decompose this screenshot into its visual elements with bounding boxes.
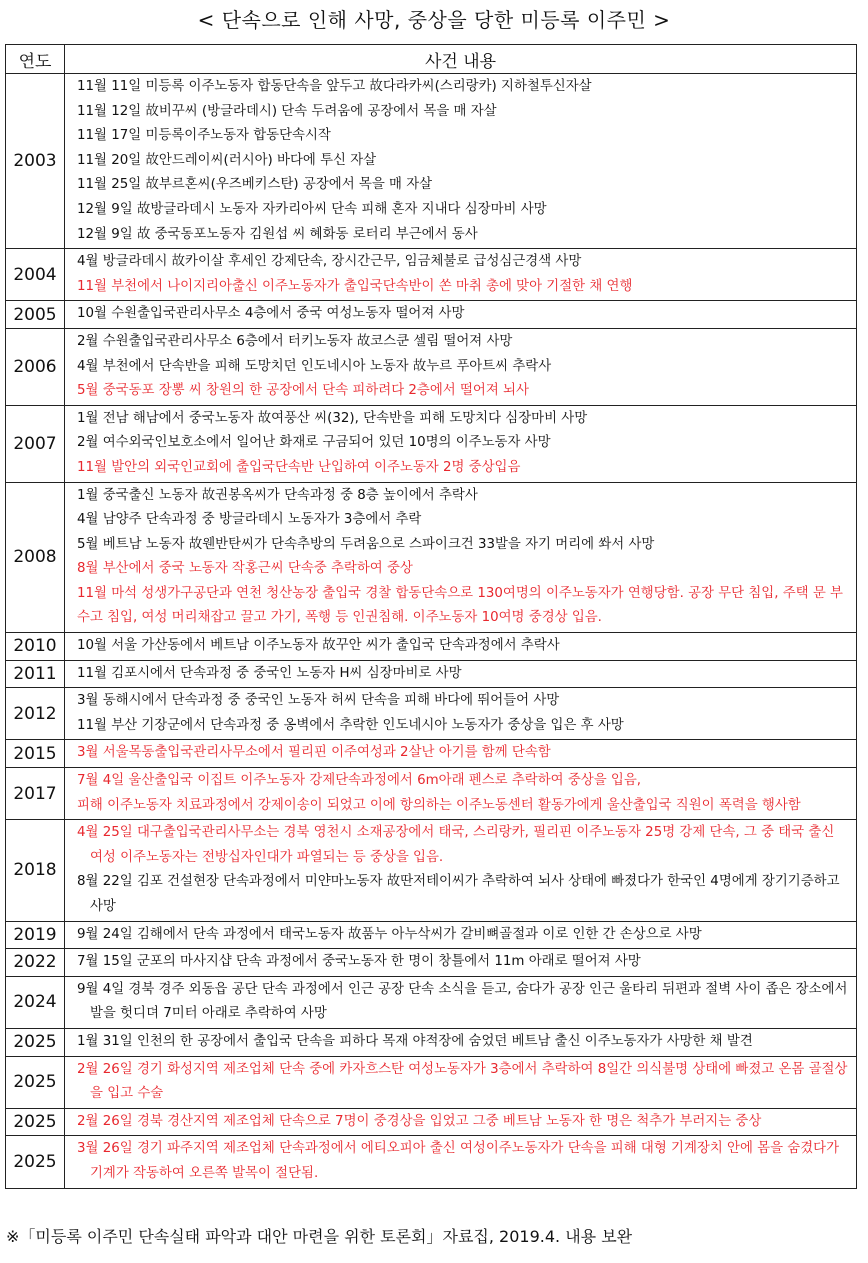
row-year: 2006 bbox=[6, 328, 65, 405]
row-content bbox=[65, 301, 857, 329]
event-line: 12월 9일 故방글라데시 노동자 자카리아씨 단속 피해 혼자 지내다 심장마비 사망 bbox=[77, 201, 547, 217]
table-row bbox=[6, 1028, 857, 1056]
event-line: 1월 전남 해남에서 중국노동자 故여풍산 씨(32), 단속반을 피해 도망치다 심장마비 사망 bbox=[77, 410, 588, 426]
row-year: 2007 bbox=[6, 405, 65, 482]
table-body bbox=[6, 74, 857, 1189]
table-row bbox=[6, 249, 857, 301]
row-content bbox=[65, 660, 857, 688]
row-content bbox=[65, 1028, 857, 1056]
table-row bbox=[6, 949, 857, 977]
table-row bbox=[6, 301, 857, 329]
table-row bbox=[6, 820, 857, 921]
incident-table bbox=[5, 44, 857, 1189]
event-line: 11월 부천에서 나이지리아출신 이주노동자가 출입국단속반이 쏜 마취 총에 맞아 기절한 채 연행 bbox=[77, 278, 633, 294]
row-year: 2008 bbox=[6, 482, 65, 633]
event-line: 11월 20일 故안드레이씨(러시아) 바다에 투신 자살 bbox=[77, 152, 377, 168]
event-line: 9월 24일 김해에서 단속 과정에서 태국노동자 故품누 아누삭씨가 갈비뼈골절과 이로 인한 간 손상으로 사망 bbox=[77, 926, 702, 942]
event-line: 11월 11일 미등록 이주노동자 합동단속을 앞두고 故다라카씨(스리랑카) 지하철투신자살 bbox=[77, 79, 592, 94]
table-row bbox=[6, 660, 857, 688]
event-line: 3월 동해시에서 단속과정 중 중국인 노동자 허씨 단속을 피해 바다에 뛰어들어 사망 bbox=[77, 693, 560, 709]
table-row bbox=[6, 633, 857, 661]
row-year: 2025 bbox=[6, 1136, 65, 1188]
event-line: 11월 25일 故부르혼씨(우즈베키스탄) 공장에서 목을 매 자살 bbox=[77, 177, 433, 193]
table-row bbox=[6, 1108, 857, 1136]
row-year: 2003 bbox=[6, 74, 65, 249]
event-line: 12월 9일 故 중국동포노동자 김원섭 씨 혜화동 로터리 부근에서 동사 bbox=[77, 226, 478, 242]
row-year: 2025 bbox=[6, 1028, 65, 1056]
event-line: 8월 22일 김포 건설현장 단속과정에서 미얀마노동자 故딴저테이씨가 추락하여 뇌사 상태에 빠졌다가 한국인 4명에게 장기기증하고 사망 bbox=[77, 874, 840, 914]
row-content bbox=[65, 921, 857, 949]
row-content bbox=[65, 740, 857, 768]
row-content bbox=[65, 1108, 857, 1136]
event-line: 10월 서울 가산동에서 베트남 이주노동자 故꾸안 씨가 출입국 단속과정에서 추락사 bbox=[77, 638, 560, 654]
event-line: 9월 4일 경북 경주 외동읍 공단 단속 과정에서 인근 공장 단속 소식을 듣고, 숨다가 공장 인근 울타리 뒤편과 절벽 사이 좁은 장소에서 발을 헛디뎌 7미터 아래로 추락하여 사망 bbox=[77, 981, 848, 1022]
event-line: 2월 수원출입국관리사무소 6층에서 터키노동자 故코스쿤 셀림 떨어져 사망 bbox=[77, 333, 513, 349]
row-year: 2025 bbox=[6, 1056, 65, 1108]
row-year: 2011 bbox=[6, 660, 65, 688]
event-line: 7월 15일 군포의 마사지샵 단속 과정에서 중국노동자 한 명이 창틀에서 11m 아래로 떨어져 사망 bbox=[77, 954, 641, 970]
event-line: 4월 방글라데시 故카이살 후세인 강제단속, 장시간근무, 임금체불로 급성심근경색 사망 bbox=[77, 254, 582, 270]
row-year: 2022 bbox=[6, 949, 65, 977]
event-line: 11월 12일 故비꾸씨 (방글라데시) 단속 두려움에 공장에서 목을 매 자살 bbox=[77, 103, 497, 119]
row-content bbox=[65, 74, 857, 249]
table-row bbox=[6, 768, 857, 820]
event-line: 5월 베트남 노동자 故웬반탄씨가 단속추방의 두려움으로 스파이크건 33발을 자기 머리에 쏴서 사망 bbox=[77, 536, 655, 552]
row-content bbox=[65, 249, 857, 301]
row-year: 2024 bbox=[6, 976, 65, 1028]
row-content bbox=[65, 482, 857, 633]
event-line: 8월 부산에서 중국 노동자 작홍근씨 단속중 추락하여 중상 bbox=[77, 561, 413, 577]
event-line: 11월 마석 성생가구공단과 연천 청산농장 출입국 경찰 합동단속으로 130여명의 이주노동자가 연행당함. 공장 무단 침입, 주택 문 부수고 침입, 여성 머리채잡고 끌고 가기, 폭행 등 인권침해. 이주노동자 10여명 중경상 입음. bbox=[77, 585, 843, 626]
source-footnote: ※「미등록 이주민 단속실태 파악과 대안 마련을 위한 토론회」자료집, 2019.4. 내용 보완 bbox=[6, 1227, 633, 1246]
event-line: 1월 31일 인천의 한 공장에서 출입국 단속을 피하다 목재 야적장에 숨었던 베트남 출신 이주노동자가 사망한 채 발견 bbox=[77, 1033, 753, 1049]
row-content bbox=[65, 1056, 857, 1108]
row-year: 2019 bbox=[6, 921, 65, 949]
row-year: 2018 bbox=[6, 820, 65, 921]
table-row bbox=[6, 74, 857, 249]
row-year: 2025 bbox=[6, 1108, 65, 1136]
event-line: 3월 26일 경기 파주지역 제조업체 단속과정에서 에티오피아 출신 여성이주노동자가 단속을 피해 대형 기계장치 안에 몸을 숨겼다가 기계가 작동하여 오른쪽 발목이 절단됨. bbox=[77, 1141, 840, 1181]
row-content bbox=[65, 820, 857, 921]
table-row bbox=[6, 740, 857, 768]
event-line: 11월 발안의 외국인교회에 출입국단속반 난입하여 이주노동자 2명 중상입음 bbox=[77, 459, 521, 475]
row-content bbox=[65, 328, 857, 405]
row-content bbox=[65, 405, 857, 482]
row-year: 2004 bbox=[6, 249, 65, 301]
page-title: < 단속으로 인해 사망, 중상을 당한 미등록 이주민 > bbox=[197, 8, 671, 32]
event-line: 2월 26일 경기 화성지역 제조업체 단속 중에 카자흐스탄 여성노동자가 3층에서 추락하여 8일간 의식불명 상태에 빠졌고 온몸 골절상을 입고 수술 bbox=[77, 1061, 848, 1102]
event-line: 10월 수원출입국관리사무소 4층에서 중국 여성노동자 떨어져 사망 bbox=[77, 306, 465, 322]
row-year: 2015 bbox=[6, 740, 65, 768]
event-line: 1월 중국출신 노동자 故권봉옥씨가 단속과정 중 8층 높이에서 추락사 bbox=[77, 487, 478, 503]
event-line: 피해 이주노동자 치료과정에서 강제이송이 되었고 이에 항의하는 이주노동센터 활동가에게 울산출입국 직원이 폭력을 행사함 bbox=[77, 797, 801, 813]
row-content bbox=[65, 949, 857, 977]
header-content: 사건 내용 bbox=[65, 45, 857, 74]
event-line: 11월 부산 기장군에서 단속과정 중 옹벽에서 추락한 인도네시아 노동자가 중상을 입은 후 사망 bbox=[77, 717, 624, 733]
row-content bbox=[65, 768, 857, 820]
row-year: 2005 bbox=[6, 301, 65, 329]
event-line: 11월 17일 미등록이주노동자 합동단속시작 bbox=[77, 128, 331, 144]
event-line: 4월 남양주 단속과정 중 방글라데시 노동자가 3층에서 추락 bbox=[77, 512, 422, 528]
table-row bbox=[6, 976, 857, 1028]
row-year: 2017 bbox=[6, 768, 65, 820]
table-row bbox=[6, 328, 857, 405]
header-year: 연도 bbox=[6, 45, 65, 74]
row-content bbox=[65, 976, 857, 1028]
event-line: 2월 26일 경북 경산지역 제조업체 단속으로 7명이 중경상을 입었고 그중 베트남 노동자 한 명은 척추가 부러지는 중상 bbox=[77, 1113, 762, 1129]
event-line: 4월 25일 대구출입국관리사무소는 경북 영천시 소재공장에서 태국, 스리랑카, 필리핀 이주노동자 25명 강제 단속, 그 중 태국 출신 여성 이주노동자는 전방십자인대가 파열되는 등 중상을 입음. bbox=[77, 825, 835, 865]
table-row bbox=[6, 1136, 857, 1188]
table-row bbox=[6, 482, 857, 633]
event-line: 5월 중국동포 장뽕 씨 창원의 한 공장에서 단속 피하려다 2층에서 떨어져 뇌사 bbox=[77, 383, 529, 399]
event-line: 4월 부천에서 단속반을 피해 도망치던 인도네시아 노동자 故누르 푸아트씨 추락사 bbox=[77, 358, 552, 374]
row-year: 2012 bbox=[6, 688, 65, 740]
row-content bbox=[65, 633, 857, 661]
event-line: 11월 김포시에서 단속과정 중 중국인 노동자 H씨 심장마비로 사망 bbox=[77, 665, 462, 681]
table-header-row bbox=[6, 45, 857, 74]
table-row bbox=[6, 688, 857, 740]
table-row bbox=[6, 921, 857, 949]
event-line: 2월 여수외국인보호소에서 일어난 화재로 구금되어 있던 10명의 이주노동자 사망 bbox=[77, 435, 551, 451]
row-content bbox=[65, 1136, 857, 1188]
event-line: 7월 4일 울산출입국 이집트 이주노동자 강제단속과정에서 6m아래 펜스로 추락하여 중상을 입음, bbox=[77, 773, 642, 789]
row-year: 2010 bbox=[6, 633, 65, 661]
event-line: 3월 서울목동출입국관리사무소에서 필리핀 이주여성과 2살난 아기를 함께 단속함 bbox=[77, 745, 551, 761]
table-row bbox=[6, 1056, 857, 1108]
table-row bbox=[6, 405, 857, 482]
row-content bbox=[65, 688, 857, 740]
